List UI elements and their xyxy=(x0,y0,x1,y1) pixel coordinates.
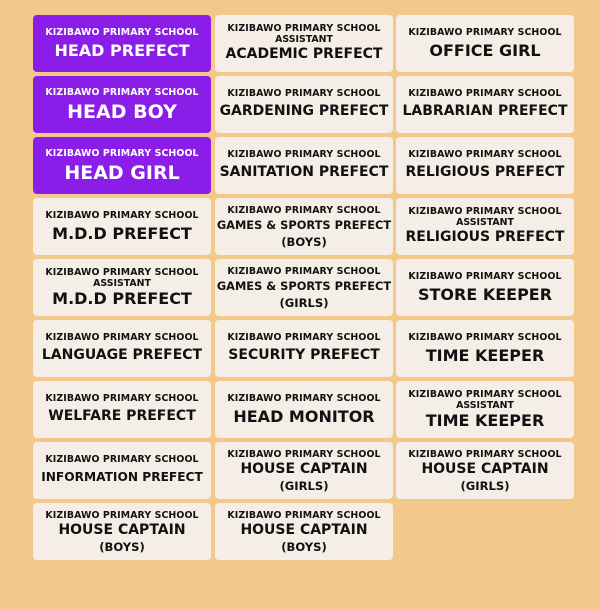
badge-group: (BOYS) xyxy=(99,539,145,554)
badge-title: SECURITY PREFECT xyxy=(228,347,380,363)
badge-head-monitor xyxy=(215,381,393,438)
badge-store-keeper xyxy=(396,259,574,316)
school-name: KIZIBAWO PRIMARY SCHOOL xyxy=(227,509,381,521)
badge-group: (GIRLS) xyxy=(460,478,510,493)
badge-assistant-academic-prefect xyxy=(215,15,393,72)
badge-games-sports-prefect-boys xyxy=(215,198,393,255)
badge-subtitle: ASSISTANT xyxy=(275,34,333,45)
badge-assistant-mdd-prefect xyxy=(33,259,211,316)
badge-language-prefect xyxy=(33,320,211,377)
badge-labrarian-prefect xyxy=(396,76,574,133)
school-name: KIZIBAWO PRIMARY SCHOOL xyxy=(45,509,199,521)
badge-title: WELFARE PREFECT xyxy=(48,408,196,424)
badge-title: LANGUAGE PREFECT xyxy=(41,347,203,363)
badge-title: GAMES & SPORTS PREFECT xyxy=(216,217,392,232)
school-name: KIZIBAWO PRIMARY SCHOOL xyxy=(408,27,562,38)
school-name: KIZIBAWO PRIMARY SCHOOL xyxy=(227,204,381,216)
school-name: KIZIBAWO PRIMARY SCHOOL xyxy=(227,448,381,460)
school-name: KIZIBAWO PRIMARY SCHOOL xyxy=(408,448,562,460)
badge-welfare-prefect xyxy=(33,381,211,438)
badge-title: HEAD PREFECT xyxy=(54,41,190,60)
school-name: KIZIBAWO PRIMARY SCHOOL xyxy=(45,147,199,159)
badge-title: GARDENING PREFECT xyxy=(219,103,389,119)
badge-office-girl xyxy=(396,15,574,72)
badge-title: HOUSE CAPTAIN xyxy=(240,521,368,538)
badge-subtitle: ASSISTANT xyxy=(93,278,151,289)
badge-title: HOUSE CAPTAIN xyxy=(421,460,549,477)
badge-title: OFFICE GIRL xyxy=(429,41,541,60)
school-name: KIZIBAWO PRIMARY SCHOOL xyxy=(45,393,199,404)
badge-house-captain-boys-1 xyxy=(33,503,211,560)
badge-group: (BOYS) xyxy=(281,234,327,249)
badge-title: M.D.D PREFECT xyxy=(52,224,192,243)
badge-information-prefect xyxy=(33,442,211,499)
school-name: KIZIBAWO PRIMARY SCHOOL xyxy=(408,271,562,282)
school-name: KIZIBAWO PRIMARY SCHOOL xyxy=(408,332,562,343)
badge-title: HOUSE CAPTAIN xyxy=(58,521,186,538)
badge-title: INFORMATION PREFECT xyxy=(41,470,203,484)
badge-title: RELIGIOUS PREFECT xyxy=(405,164,565,180)
badge-assistant-time-keeper xyxy=(396,381,574,438)
badge-subtitle: ASSISTANT xyxy=(456,217,514,228)
badge-mdd-prefect xyxy=(33,198,211,255)
school-name: KIZIBAWO PRIMARY SCHOOL xyxy=(227,23,381,34)
school-name: KIZIBAWO PRIMARY SCHOOL xyxy=(227,393,381,404)
badge-title: RELIGIOUS PREFECT xyxy=(405,229,565,245)
badge-title: GAMES & SPORTS PREFECT xyxy=(216,278,392,293)
school-name: KIZIBAWO PRIMARY SCHOOL xyxy=(227,332,381,343)
badge-title: STORE KEEPER xyxy=(417,285,553,304)
badge-games-sports-prefect-girls xyxy=(215,259,393,316)
school-name: KIZIBAWO PRIMARY SCHOOL xyxy=(408,88,562,99)
school-name: KIZIBAWO PRIMARY SCHOOL xyxy=(408,389,562,400)
badge-group: (BOYS) xyxy=(281,539,327,554)
badge-title: HOUSE CAPTAIN xyxy=(240,460,368,477)
school-name: KIZIBAWO PRIMARY SCHOOL xyxy=(408,149,562,160)
badge-group: (GIRLS) xyxy=(279,478,329,493)
badge-title: SANITATION PREFECT xyxy=(219,164,389,180)
badge-subtitle: ASSISTANT xyxy=(456,400,514,411)
badge-title: HEAD BOY xyxy=(67,100,177,123)
badge-house-captain-boys-2 xyxy=(215,503,393,560)
badge-head-boy xyxy=(33,76,211,133)
badge-assistant-religious-prefect xyxy=(396,198,574,255)
badge-title: HEAD MONITOR xyxy=(233,407,375,426)
badge-title: TIME KEEPER xyxy=(425,346,545,365)
school-name: KIZIBAWO PRIMARY SCHOOL xyxy=(408,206,562,217)
school-name: KIZIBAWO PRIMARY SCHOOL xyxy=(45,332,199,343)
school-name: KIZIBAWO PRIMARY SCHOOL xyxy=(45,86,199,98)
school-name: KIZIBAWO PRIMARY SCHOOL xyxy=(227,88,381,99)
badge-head-prefect xyxy=(33,15,211,72)
badge-house-captain-girls-2 xyxy=(396,442,574,499)
badge-sanitation-prefect xyxy=(215,137,393,194)
badge-head-girl xyxy=(33,137,211,194)
school-name: KIZIBAWO PRIMARY SCHOOL xyxy=(45,27,199,38)
badge-title: ACADEMIC PREFECT xyxy=(225,46,383,62)
badge-religious-prefect xyxy=(396,137,574,194)
badge-title: HEAD GIRL xyxy=(64,161,180,184)
badge-gardening-prefect xyxy=(215,76,393,133)
badge-time-keeper xyxy=(396,320,574,377)
badge-title: TIME KEEPER xyxy=(425,411,545,430)
badge-house-captain-girls-1 xyxy=(215,442,393,499)
school-name: KIZIBAWO PRIMARY SCHOOL xyxy=(227,149,381,160)
school-name: KIZIBAWO PRIMARY SCHOOL xyxy=(45,267,199,278)
school-name: KIZIBAWO PRIMARY SCHOOL xyxy=(45,210,199,221)
school-name: KIZIBAWO PRIMARY SCHOOL xyxy=(45,454,199,465)
badge-security-prefect xyxy=(215,320,393,377)
badge-group: (GIRLS) xyxy=(279,295,329,310)
badge-title: LABRARIAN PREFECT xyxy=(402,103,568,119)
school-name: KIZIBAWO PRIMARY SCHOOL xyxy=(227,265,381,277)
badge-title: M.D.D PREFECT xyxy=(52,289,192,308)
